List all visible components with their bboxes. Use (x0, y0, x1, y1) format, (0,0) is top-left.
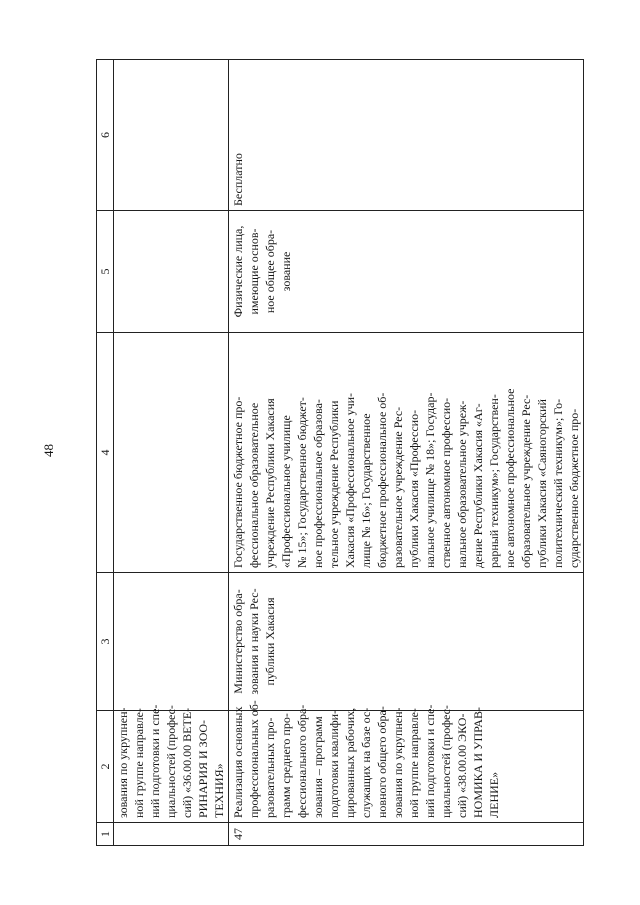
payment-cell: Бесплатно (229, 60, 584, 211)
row-number-cell: 47 (229, 823, 584, 846)
header-cell-6: 6 (97, 60, 114, 211)
institutions-cell: Государственное бюджетное про- фессиональное образовательное учреждение Республики Хакасия «Профессиональное училище № 15»; Государственное бюджет- ное профессиональное образова- тельное учреждение Республики Хакасия «Профессиональное учи- лище № 16»; Государственное бюджетное профессиональное об- разовательное учреждение Рес- публики Хакасия «Профессио- нальное училище № 18»; Государ- ственное автономное профессио- нальное образовательное учреж- дение Республики Хакасия «Аг- рарный техникум»; Государствен- ное автономное профессиональное образовательное учреждение Рес- публики Хакасия «Саяногорский политехнический техникум»; Го- сударственное бюджетное про- (229, 333, 584, 573)
authority-cell: Министерство обра- зования и науки Рес- публики Хакасия (229, 573, 584, 711)
header-cell-1: 1 (97, 823, 114, 846)
services-table-wrap (96, 60, 581, 846)
table-row (229, 60, 584, 846)
authority-cell (114, 573, 229, 711)
consumers-cell (114, 211, 229, 333)
consumers-cell: Физические лица, имеющие основ- ное общее обра- зование (229, 211, 584, 333)
service-cell: Реализация основных профессиональных об- разовательных про- грамм среднего про- фессионального обра- зования – программ подготовки квалифи- цированных рабочих, служащих на базе ос- новного общего обра- зования по укрупнен- ной группе направле- ний подготовки и спе- циальностей (профес- сий) «38.00.00 ЭКО- НОМИКА И УПРАВ- ЛЕНИЕ» (229, 711, 584, 823)
payment-cell (114, 60, 229, 211)
service-cell: зования по укрупнен- ной группе направле- ний подготовки и спе- циальностей (профес- сий) «36.00.00 ВЕТЕ- РИНАРИЯ И ЗОО- ТЕХНИЯ» (114, 711, 229, 823)
header-row (97, 60, 114, 846)
header-cell-4: 4 (97, 333, 114, 573)
row-number-cell (114, 823, 229, 846)
rotated-page-area (96, 60, 581, 846)
header-cell-2: 2 (97, 711, 114, 823)
services-table (96, 59, 584, 846)
table-row (114, 60, 229, 846)
header-cell-3: 3 (97, 573, 114, 711)
page-number: 48 (41, 444, 56, 457)
header-cell-5: 5 (97, 211, 114, 333)
institutions-cell (114, 333, 229, 573)
